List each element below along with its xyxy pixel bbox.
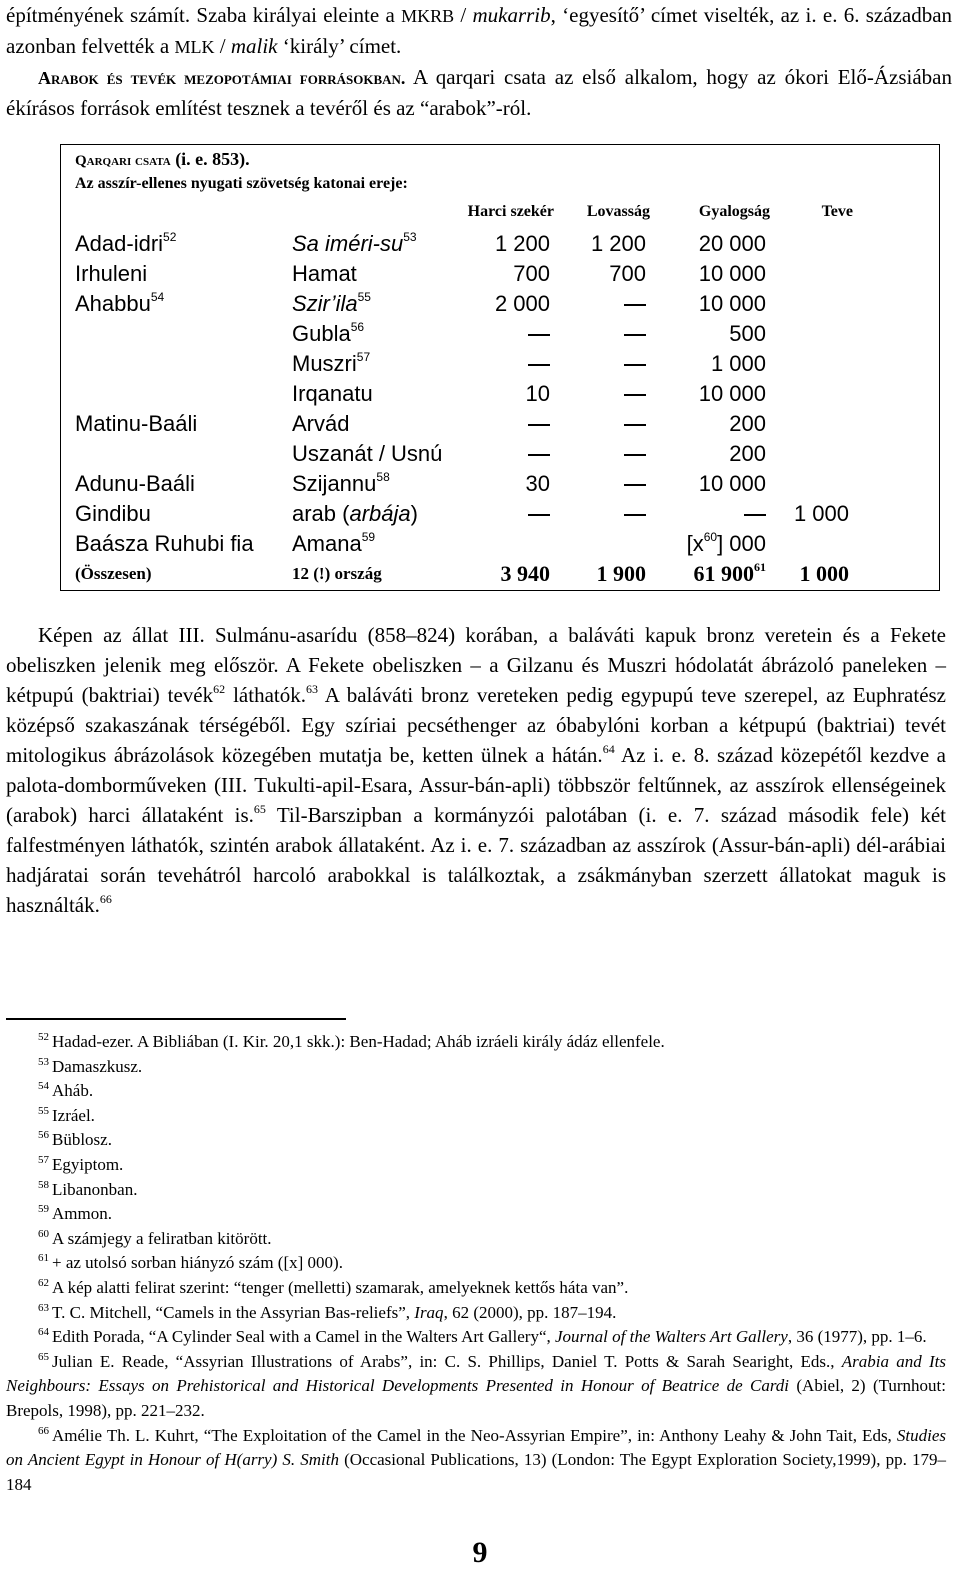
- footnote-text: Arabia and Its Neighbours: Essays on Prehistorical and Historical Developments Presented in Honour of Beatrice de Cardi: [6, 1351, 946, 1396]
- total-countries: [292, 559, 382, 589]
- place-cell: [292, 229, 417, 259]
- footnote-64: [6, 1325, 946, 1350]
- box-title-sc: Qarqari csata: [75, 153, 171, 169]
- header-chariot: Harci szekér: [467, 203, 554, 220]
- footnote-text: (Abiel, 2) (Turnhout: Brepols, 1998), pp. 221–232.: [6, 1376, 946, 1420]
- infantry-cell: 20 000: [698, 231, 766, 256]
- footnote-ref[interactable]: 64: [602, 742, 615, 756]
- footnote-ref[interactable]: 52: [163, 230, 177, 244]
- footnote-divider: [6, 1018, 346, 1020]
- footnote-53: [6, 1055, 946, 1080]
- dash-mark: [528, 409, 550, 439]
- footnote-ref[interactable]: 56: [350, 320, 365, 334]
- footnote-ref[interactable]: 53: [403, 230, 417, 244]
- footnote-number: 65: [38, 1350, 49, 1363]
- text-run: láthatók.: [225, 683, 306, 707]
- infantry-cell: 10 000: [698, 261, 766, 286]
- footnote-text: (Occasional Publications, 13) (London: The Egypt Exploration Society,1999), pp. 179–184: [6, 1450, 946, 1494]
- dash-mark: [528, 499, 550, 529]
- footnote-number: 57: [38, 1153, 49, 1166]
- cavalry-cell: 1 200: [590, 231, 646, 256]
- dash-mark: [624, 319, 646, 349]
- header-cavalry: Lovasság: [586, 203, 650, 220]
- footnote-number: 60: [38, 1227, 49, 1240]
- ruler-name: Adad-idri: [75, 231, 164, 256]
- table-row: [75, 469, 935, 499]
- footnote-54: [6, 1079, 946, 1104]
- infantry-cell: 10 000: [698, 291, 766, 316]
- text-run: ‘király’ címet.: [277, 34, 402, 58]
- footnote-66: [6, 1424, 946, 1498]
- footnote-text: A kép alatti felirat szerint: “tenger (melletti) szamarak, amelyeknek kettős háta van”.: [52, 1277, 629, 1297]
- body-paragraph: [6, 620, 946, 920]
- footnote-55: [6, 1104, 946, 1129]
- place-cell: [292, 319, 364, 349]
- footnote-60: [6, 1227, 946, 1252]
- footnote-number: 52: [38, 1031, 49, 1043]
- footnote-63: [6, 1301, 946, 1326]
- cavalry-cell: 700: [609, 261, 646, 286]
- text-run: arab (: [292, 501, 350, 526]
- total-infantry: [694, 559, 767, 589]
- table-row: [75, 319, 935, 349]
- place-name: Szijannu: [292, 471, 377, 496]
- footnote-number: 59: [38, 1203, 49, 1216]
- footnote-number: 56: [38, 1129, 49, 1142]
- footnote-text: Hadad-ezer. A Bibliában (I. Kir. 20,1 skk.): Ben-Hadad; Aháb izráeli király ádáz ellenfele.: [52, 1032, 665, 1051]
- ruler-cell: [75, 229, 176, 259]
- table-row: [75, 289, 935, 319]
- place-cell: [292, 529, 375, 559]
- dash-mark: [528, 319, 550, 349]
- footnote-number: 62: [38, 1276, 49, 1289]
- ruler-name: Gindibu: [75, 501, 151, 526]
- header-infantry: Gyalogság: [698, 203, 770, 220]
- dash-mark: [528, 439, 550, 469]
- chariot-cell: 2 000: [494, 291, 550, 316]
- total-label: (Összesen): [75, 564, 152, 583]
- footnote-text: Journal of the Walters Art Gallery: [555, 1327, 788, 1347]
- footnote-62: [6, 1276, 946, 1301]
- ruler-cell: [75, 289, 164, 319]
- footnote-text: Damaszkusz.: [52, 1056, 143, 1076]
- chariot-cell: 10: [525, 381, 550, 406]
- ruler-name: Matinu-Baáli: [75, 411, 198, 436]
- text-run: Képen az állat III. Sulmánu-asarídu (858–824) korában, a baláváti kapuk bronz veretein és a Fekete obeliszken jelenik meg először. A Fekete obeliszken – a Gilzanu és Muszri hódolatát ábrázoló paneleken – kétpupú (baktriai) tevék: [6, 623, 946, 707]
- ruler-name: Irhuleni: [75, 261, 148, 286]
- footnote-text: Studies on Ancient Egypt in Honour of H(arry) S. Smith: [6, 1425, 946, 1470]
- total-row: [75, 559, 935, 589]
- footnote-ref[interactable]: 55: [357, 290, 371, 304]
- text-run: építményének számít. Szaba királyai eleinte a: [6, 3, 402, 27]
- text-run: /: [214, 34, 231, 58]
- footnote-text: A számjegy a feliratban kitörött.: [52, 1228, 272, 1248]
- total-cavalry: 1 900: [596, 561, 646, 586]
- chariot-cell: 700: [513, 261, 550, 286]
- header-camel: Teve: [821, 203, 853, 220]
- place-name: Uszanát / Usnú: [292, 441, 443, 466]
- footnote-58: [6, 1178, 946, 1203]
- footnote-number: 63: [38, 1301, 49, 1314]
- table-row: [75, 349, 935, 379]
- text-run: MLK: [174, 37, 215, 57]
- footnote-57: [6, 1153, 946, 1178]
- table-row: [75, 439, 935, 469]
- footnote-text: Edith Porada, “A Cylinder Seal with a Camel in the Walters Art Gallery“,: [52, 1327, 556, 1347]
- total-camel: 1 000: [799, 561, 849, 586]
- infantry-cell: 10 000: [698, 471, 766, 496]
- dash-mark: [624, 439, 646, 469]
- place-name: Arvád: [292, 411, 350, 436]
- footnote-text: Ammon.: [52, 1204, 112, 1224]
- footnote-number: 64: [38, 1326, 49, 1339]
- footnote-text: , 62 (2000), pp. 187–194.: [443, 1302, 617, 1322]
- text-run: ország: [330, 564, 382, 583]
- text-run: ): [410, 501, 418, 526]
- ruler-name: Adunu-Baáli: [75, 471, 195, 496]
- table-row: [75, 529, 935, 559]
- footnote-text: T. C. Mitchell, “Camels in the Assyrian Bas-reliefs”,: [52, 1302, 415, 1322]
- footnote-59: [6, 1202, 946, 1227]
- text-run: /: [454, 3, 473, 27]
- footnote-text: Izráel.: [52, 1105, 95, 1125]
- section-heading: Arabok és tevék mezopotámiai forrásokban.: [38, 68, 406, 88]
- camel-cell: 1 000: [793, 501, 849, 526]
- forces-table: [75, 229, 935, 589]
- footnote-52: [6, 1030, 946, 1055]
- place-name: Sa iméri-su: [292, 231, 404, 256]
- text-run: , ‘egyesítő’ címet viselték, az i. e. 6. században azonban felvették a: [6, 3, 953, 58]
- ruler-name: Baásza Ruhubi fia: [75, 531, 254, 556]
- box-title: [75, 149, 250, 170]
- infantry-cell: 500: [729, 321, 766, 346]
- footnote-ref[interactable]: 58: [376, 470, 390, 484]
- text-run: MKRB: [401, 6, 455, 26]
- table-row: [75, 499, 935, 529]
- infantry-cell: 10 000: [698, 381, 766, 406]
- footnote-number: 61: [38, 1252, 49, 1265]
- footnote-text: Egyiptom.: [52, 1154, 124, 1174]
- place-cell: [292, 469, 390, 499]
- footnote-number: 55: [38, 1104, 49, 1117]
- box-title-rest: (i. e. 853).: [170, 149, 250, 169]
- intro-paragraph-2: [6, 62, 952, 123]
- intro-paragraph-1: [6, 0, 952, 62]
- dash-mark: [624, 289, 646, 319]
- footnote-number: 66: [38, 1424, 49, 1437]
- dash-mark: [624, 379, 646, 409]
- text-run: Az i. e. 8. század közepétől kezdve a palota-domborműveken (III. Tukulti-apil-Esara, Assur-bán-apli) többször feltűnnek, az asszírok ellenségeinek (arabok) harci állataként is.: [6, 743, 946, 827]
- text-run: arbája: [349, 501, 411, 526]
- footnote-ref[interactable]: 57: [356, 350, 371, 364]
- total-chariot: 3 940: [500, 561, 550, 586]
- footnote-text: , 36 (1977), pp. 1–6.: [787, 1327, 927, 1347]
- footnote-text: + az utolsó sorban hiányzó szám ([x] 000).: [52, 1253, 343, 1273]
- text-run: ] 000: [717, 531, 766, 556]
- footnote-ref[interactable]: 66: [99, 892, 112, 906]
- ruler-name: Ahabbu: [75, 291, 151, 316]
- footnote-number: 58: [38, 1178, 49, 1191]
- footnote-ref[interactable]: 61: [754, 560, 766, 574]
- footnote-text: Aháb.: [52, 1081, 94, 1101]
- place-name: Szir’ila: [292, 291, 358, 316]
- table-row: [75, 379, 935, 409]
- table-row: [75, 409, 935, 439]
- table-row: [75, 229, 935, 259]
- footnote-56: [6, 1128, 946, 1153]
- dash-mark: [744, 499, 766, 529]
- footnotes: [6, 1030, 946, 1497]
- text-run: A qarqari csata az első alkalom, hogy az ókori Elő-Ázsiában ékírásos források említést tesznek a tevéről és az “arabok”-ról.: [6, 65, 952, 120]
- infantry-cell: 1 000: [710, 351, 766, 376]
- body-text: [6, 620, 946, 920]
- footnote-text: Büblosz.: [52, 1130, 112, 1150]
- chariot-cell: 1 200: [494, 231, 550, 256]
- text-run: Til-Barszipban a kormányzói palotában (i. e. 7. század második fele) két falfestményen láthatók, szintén arabok állataként. Az i. e. 7. században az asszírok (Assur-bán-apli) dél-arábiai hadjáratai során tevehátról harcoló arabokkal is találkoztak, a zsákmányban szerzett állatokat maguk is használták.: [6, 803, 946, 917]
- footnote-ref[interactable]: 63: [305, 682, 318, 696]
- footnote-ref[interactable]: 59: [361, 530, 376, 544]
- table-row: [75, 259, 935, 289]
- dash-mark: [528, 349, 550, 379]
- place-name: Muszri: [292, 351, 357, 376]
- place-name: Hamat: [292, 261, 357, 286]
- infantry-cell: [687, 529, 766, 559]
- dash-mark: [624, 349, 646, 379]
- footnote-number: 53: [38, 1055, 49, 1068]
- intro-text: [6, 0, 952, 123]
- text-run: [x: [686, 531, 704, 556]
- place-name: Irqanatu: [292, 381, 373, 406]
- infantry-cell: 200: [729, 411, 766, 436]
- footnote-65: [6, 1350, 946, 1424]
- footnote-ref[interactable]: 65: [253, 802, 266, 816]
- footnote-text: Amélie Th. L. Kuhrt, “The Exploitation of the Camel in the Neo-Assyrian Empire”, in: Anthony Leahy & John Tait, Eds,: [52, 1425, 897, 1445]
- place-name: Gubla: [292, 321, 351, 346]
- footnote-ref[interactable]: 60: [703, 530, 718, 544]
- place-cell: [292, 349, 370, 379]
- footnote-text: Iraq: [414, 1302, 444, 1322]
- footnote-61: [6, 1251, 946, 1276]
- footnote-text: Libanonban.: [52, 1179, 138, 1199]
- box-subtitle: Az asszír-ellenes nyugati szövetség katonai ereje:: [75, 175, 408, 192]
- dash-mark: [624, 499, 646, 529]
- text-run: malik: [230, 34, 278, 58]
- place-cell: [292, 499, 418, 529]
- chariot-cell: 30: [525, 471, 550, 496]
- footnote-ref[interactable]: 54: [150, 290, 165, 304]
- place-cell: [292, 289, 371, 319]
- place-name: Amana: [292, 531, 362, 556]
- battle-table-box: [60, 144, 940, 591]
- text-run: A baláváti bronz vereteken pedig egypupú teve szerepel, az Euphratész középső szakaszának térségéből. Egy szíriai pecséthenger az óbabylóni korban a kétpupú (baktriai) tevét mitologikus ábrázolások közegében mutatja be, ketten ülnek a hátán.: [6, 683, 947, 767]
- footnote-ref[interactable]: 62: [213, 682, 226, 696]
- footnote-number: 54: [38, 1080, 49, 1093]
- text-run: 12 (!): [292, 564, 331, 583]
- text-run: mukarrib: [472, 3, 551, 27]
- dash-mark: [624, 409, 646, 439]
- dash-mark: [624, 469, 646, 499]
- text-run: 61 900: [693, 561, 754, 586]
- infantry-cell: 200: [729, 441, 766, 466]
- page-number: 9: [472, 1536, 488, 1569]
- footnote-text: Julian E. Reade, “Assyrian Illustrations of Arabs”, in: C. S. Phillips, Daniel T. Potts & Sarah Searight, Eds.,: [52, 1351, 842, 1371]
